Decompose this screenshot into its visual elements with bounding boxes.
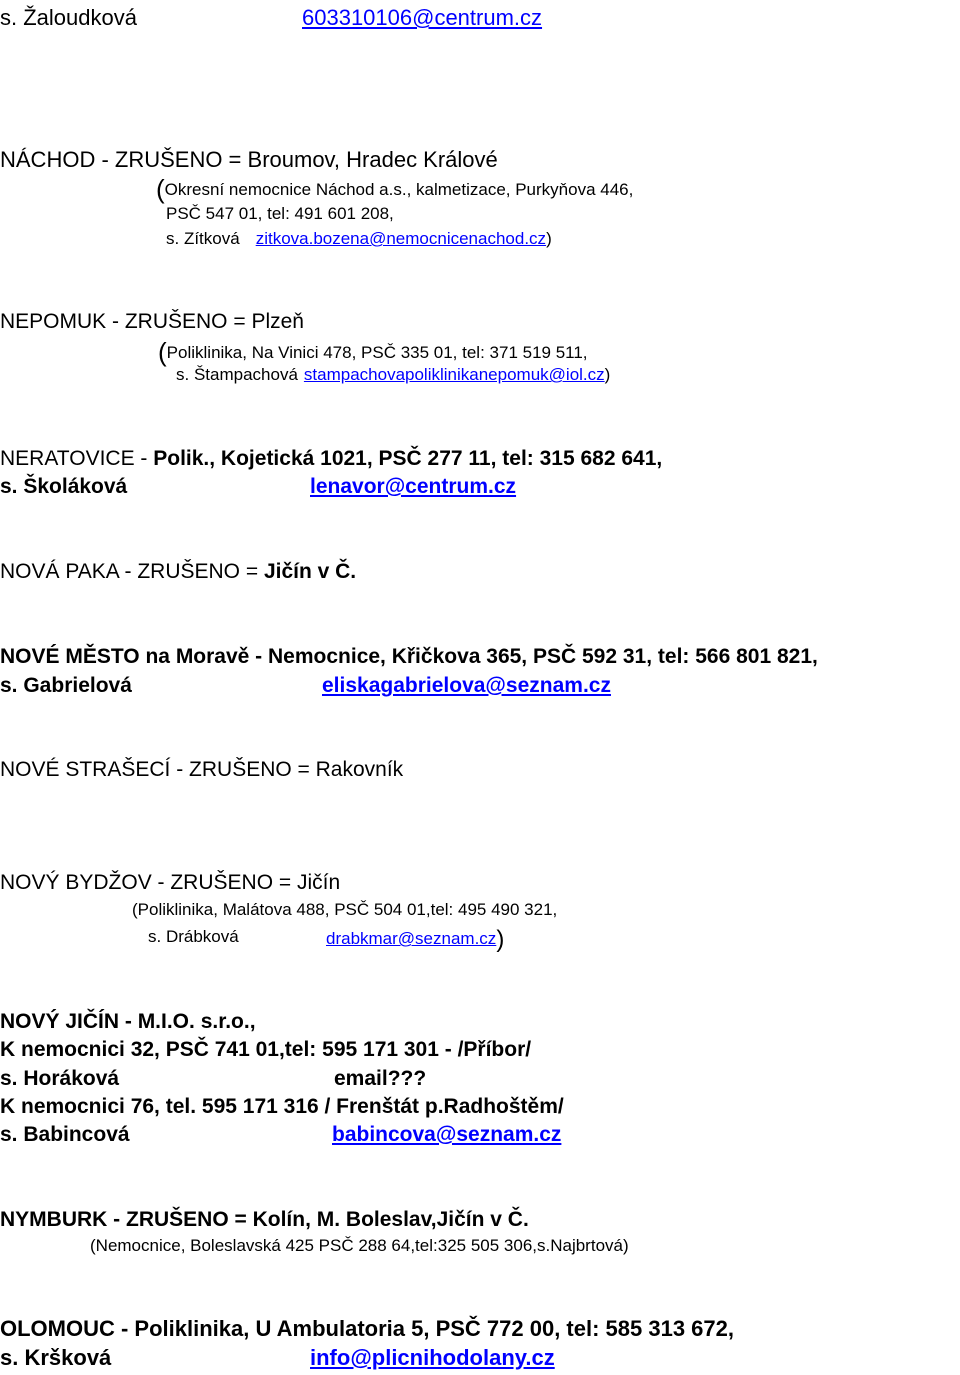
heading-nova-paka-bold: Jičín v Č. <box>263 560 357 583</box>
heading-novy-jicin: NOVÝ JIČÍN - M.I.O. s.r.o., <box>0 1010 256 1033</box>
email-link-babincova[interactable]: babincova@seznam.cz <box>332 1123 562 1146</box>
email-link-olomouc[interactable]: info@plicnihodolany.cz <box>310 1345 555 1370</box>
heading-nove-mesto: NOVÉ MĚSTO na Moravě - Nemocnice, Křičkova 365, PSČ 592 31, tel: 566 801 821, <box>0 645 818 668</box>
email-placeholder-horakova: email??? <box>334 1067 427 1090</box>
heading-novy-bydzov: NOVÝ BYDŽOV - ZRUŠENO = Jičín <box>0 871 341 894</box>
heading-nove-straseci: NOVÉ STRAŠECÍ - ZRUŠENO = Rakovník <box>0 758 404 781</box>
email-link-novy-bydzov[interactable]: drabkmar@seznam.cz <box>326 929 497 948</box>
email-link-zaloudkova[interactable]: 603310106@centrum.cz <box>302 5 543 30</box>
heading-nachod: NÁCHOD - ZRUŠENO = Broumov, Hradec Králové <box>0 147 498 172</box>
email-link-nove-mesto[interactable]: eliskagabrielova@seznam.cz <box>322 674 611 697</box>
close-paren: ) <box>546 229 552 248</box>
email-link-neratovice[interactable]: lenavor@centrum.cz <box>310 475 517 498</box>
heading-olomouc: OLOMOUC - Poliklinika, U Ambulatoria 5, PSČ 772 00, tel: 585 313 672, <box>0 1316 735 1341</box>
address-nepomuk <box>158 339 588 365</box>
contact-name-novy-bydzov: s. Drábková <box>148 927 239 946</box>
open-paren: ( <box>158 337 167 367</box>
contact-name-babincova: s. Babincová <box>0 1123 130 1146</box>
address-nachod-text1: Okresní nemocnice Náchod a.s., kalmetizace, Purkyňova 446, <box>164 180 634 199</box>
email-link-nachod[interactable]: zitkova.bozena@nemocnicenachod.cz <box>255 229 547 248</box>
address-nachod-line2: PSČ 547 01, tel: 491 601 208, <box>166 204 394 223</box>
heading-nymburk: NYMBURK - ZRUŠENO = Kolín, M. Boleslav,Jičín v Č. <box>0 1208 529 1231</box>
contact-line-nachod <box>166 230 552 247</box>
heading-nova-paka <box>0 561 356 582</box>
heading-neratovice-rest: Polik., Kojetická 1021, PSČ 277 11, tel: 315 682 641, <box>153 447 663 470</box>
close-paren: ) <box>496 926 505 953</box>
heading-neratovice <box>0 448 662 469</box>
contact-name-horakova: s. Horáková <box>0 1067 120 1090</box>
open-paren: ( <box>156 174 165 204</box>
heading-nepomuk: NEPOMUK - ZRUŠENO = Plzeň <box>0 310 304 333</box>
contact-line-nepomuk <box>176 366 610 383</box>
close-paren: ) <box>604 365 611 384</box>
heading-neratovice-prefix: NERATOVICE - <box>0 447 154 470</box>
address-novy-bydzov: (Poliklinika, Malátova 488, PSČ 504 01,tel: 495 490 321, <box>132 900 558 919</box>
contact-email-novy-bydzov <box>326 928 504 952</box>
contact-name-neratovice: s. Školáková <box>0 475 128 498</box>
address-nymburk: (Nemocnice, Boleslavská 425 PSČ 288 64,tel:325 505 306,s.Najbrtová) <box>90 1236 629 1255</box>
contact-name-nachod: s. Zítková <box>166 229 240 248</box>
address-novy-jicin-frenstat: K nemocnici 76, tel. 595 171 316 / Frenštát p.Radhoštěm/ <box>0 1095 564 1118</box>
contact-name-olomouc: s. Kršková <box>0 1345 112 1370</box>
address-nachod-line1 <box>156 176 633 202</box>
email-link-nepomuk[interactable]: stampachovapoliklinikanepomuk@iol.cz <box>303 365 605 384</box>
heading-nova-paka-text: NOVÁ PAKA - ZRUŠENO = <box>0 560 264 583</box>
address-nepomuk-text: Poliklinika, Na Vinici 478, PSČ 335 01, tel: 371 519 511, <box>166 343 588 362</box>
contact-name-nove-mesto: s. Gabrielová <box>0 674 132 697</box>
contact-name-nepomuk: s. Štampachová <box>176 365 298 384</box>
address-novy-jicin-pribor: K nemocnici 32, PSČ 741 01,tel: 595 171 301 - /Příbor/ <box>0 1038 532 1061</box>
contact-name-zaloudkova: s. Žaloudková <box>0 5 137 30</box>
